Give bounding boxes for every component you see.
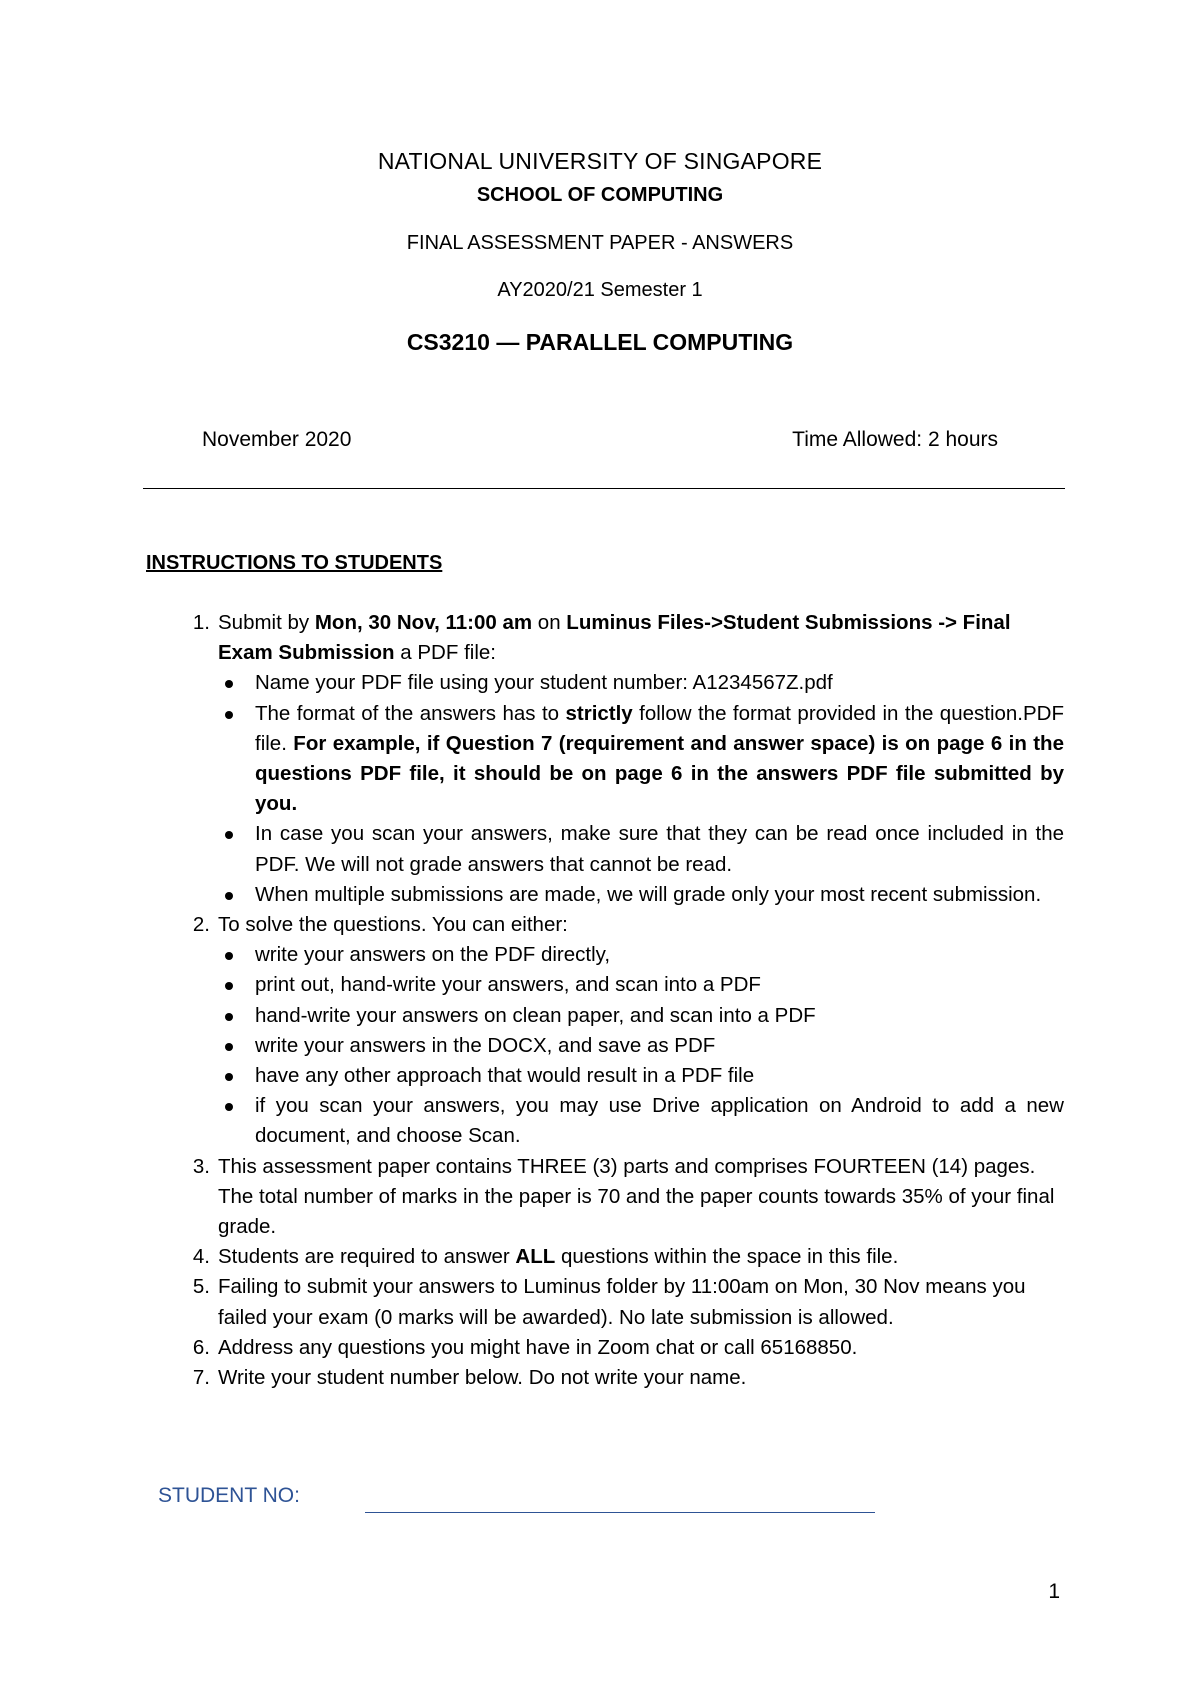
semester: AY2020/21 Semester 1	[497, 279, 703, 301]
instruction-item-7	[146, 1363, 1064, 1393]
bullet-icon	[225, 1013, 233, 1021]
bullet-icon	[225, 680, 233, 688]
bullet-text: In case you scan your answers, make sure that they can be read once included in the PDF. We will not grade answers that cannot be read.	[255, 822, 1064, 876]
bullet-text: When multiple submissions are made, we will grade only your most recent submission.	[255, 882, 1042, 906]
paper-type: FINAL ASSESSMENT PAPER - ANSWERS	[406, 232, 794, 254]
deadline-text: Mon, 30 Nov, 11:00 am	[314, 611, 533, 634]
text-run: a PDF file:	[394, 641, 496, 665]
bullet-icon	[225, 892, 233, 900]
text-run: Submit by	[218, 611, 315, 634]
bullet-icon	[225, 711, 233, 719]
bullet-item	[218, 819, 1064, 879]
bullet-item	[218, 699, 1064, 820]
instruction-item-2	[146, 910, 1064, 1152]
instruction-text	[218, 608, 1064, 668]
bullet-text: write your answers in the DOCX, and save as PDF	[255, 1033, 716, 1057]
sub-bullets	[218, 940, 1064, 1151]
bullet-icon	[225, 1073, 233, 1081]
bullet-item	[218, 880, 1064, 910]
instruction-text: Address any questions you might have in Zoom chat or call 65168850.	[218, 1335, 858, 1359]
bullet-icon	[225, 1103, 233, 1111]
item-number: 7.	[192, 1366, 210, 1390]
instruction-item-6	[146, 1333, 1064, 1363]
bullet-text: The format of the answers has to	[255, 701, 566, 725]
time-allowed: Time Allowed: 2 hours	[792, 428, 998, 451]
exam-date: November 2020	[202, 428, 352, 451]
bullet-item	[218, 1001, 1064, 1031]
emphasis-text: strictly	[565, 701, 633, 725]
instruction-text: This assessment paper contains THREE (3) parts and comprises FOURTEEN (14) pages. The total number of marks in the paper is 70 and the paper counts towards 35% of your final grade.	[218, 1154, 1055, 1239]
text-run: questions within the space in this file.	[555, 1245, 899, 1269]
bullet-text: Name your PDF file using your student number: A1234567Z.pdf	[255, 671, 833, 695]
school-name: SCHOOL OF COMPUTING	[476, 184, 724, 206]
bullet-text: follow the format provided in the question.PDF file.	[255, 701, 1064, 755]
student-no-field[interactable]	[365, 1512, 875, 1513]
instruction-text	[218, 1242, 1064, 1272]
text-run: Students are required to answer	[218, 1245, 516, 1269]
bullet-text: have any other approach that would result in a PDF file	[255, 1064, 755, 1088]
bullet-text: print out, hand-write your answers, and scan into a PDF	[255, 973, 761, 997]
instruction-item-3	[146, 1152, 1064, 1243]
item-number: 1.	[192, 611, 210, 634]
instruction-text: Write your student number below. Do not write your name.	[218, 1366, 747, 1390]
course-title: CS3210 — PARALLEL COMPUTING	[406, 329, 794, 355]
instruction-text: Failing to submit your answers to Luminus folder by 11:00am on Mon, 30 Nov means you failed your exam (0 marks will be awarded). No late submission is allowed.	[218, 1275, 1026, 1329]
item-number: 6.	[192, 1335, 210, 1359]
bullet-icon	[225, 831, 233, 839]
instruction-item-5	[146, 1272, 1064, 1332]
bullet-item	[218, 668, 1064, 698]
instruction-item-1	[146, 608, 1064, 910]
item-number: 5.	[192, 1275, 210, 1299]
bullet-icon	[225, 1043, 233, 1051]
bullet-icon	[225, 952, 233, 960]
text-run: on	[532, 611, 567, 634]
bullet-text: hand-write your answers on clean paper, and scan into a PDF	[255, 1003, 816, 1027]
student-no-label: STUDENT NO:	[158, 1484, 300, 1507]
bullet-item	[218, 1031, 1064, 1061]
emphasis-text: For example, if Question 7 (requirement and answer space) is on page 6 in the questions PDF file, it should be on page 6 in the answers PDF file submitted by you.	[255, 731, 1064, 816]
bullet-text: write your answers on the PDF directly,	[255, 943, 611, 967]
bullet-text: if you scan your answers, you may use Drive application on Android to add a new document, and choose Scan.	[255, 1094, 1064, 1148]
item-number: 3.	[192, 1154, 210, 1178]
item-number: 4.	[192, 1245, 210, 1269]
page-number: 1	[1048, 1580, 1060, 1603]
emphasis-text: ALL	[515, 1245, 556, 1269]
bullet-icon	[225, 982, 233, 990]
bullet-item	[218, 940, 1064, 970]
university-name: NATIONAL UNIVERSITY OF SINGAPORE	[377, 148, 823, 174]
item-number: 2.	[192, 913, 210, 937]
submission-path-text: Luminus Files->Student Submissions -> Final Exam Submission	[218, 611, 1011, 665]
instructions-heading: INSTRUCTIONS TO STUDENTS	[146, 552, 443, 574]
instruction-text: To solve the questions. You can either:	[218, 913, 568, 937]
bullet-item	[218, 970, 1064, 1000]
instructions-list	[146, 608, 1064, 1393]
instruction-item-4	[146, 1242, 1064, 1272]
header-divider	[143, 488, 1065, 489]
bullet-item	[218, 1091, 1064, 1151]
sub-bullets	[218, 668, 1064, 910]
bullet-item	[218, 1061, 1064, 1091]
